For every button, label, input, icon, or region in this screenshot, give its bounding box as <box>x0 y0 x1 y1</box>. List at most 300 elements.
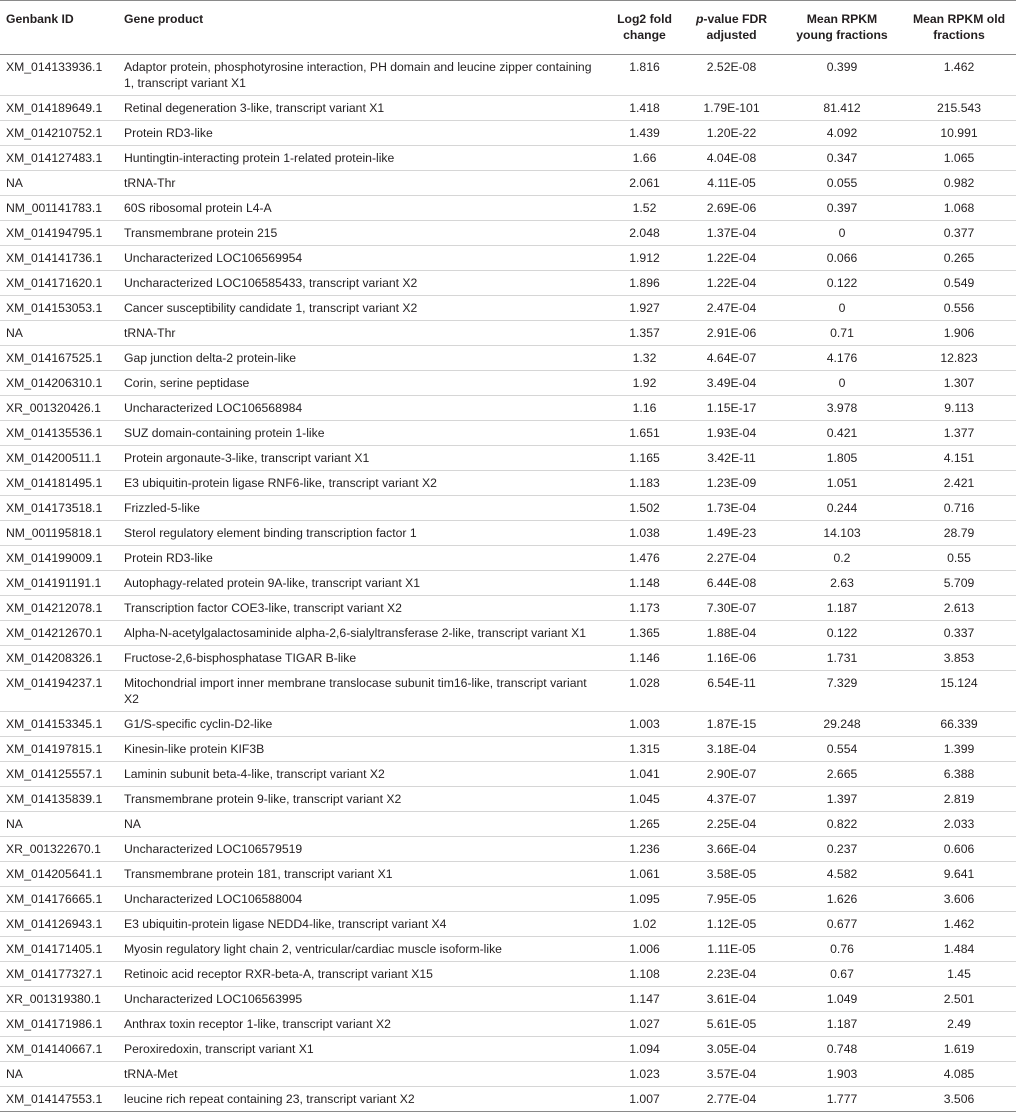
cell-gene-product: Uncharacterized LOC106568984 <box>124 401 303 415</box>
table-row <box>0 421 1016 446</box>
cell-log2-fold-change: 1.095 <box>629 892 660 906</box>
cell-pvalue-fdr: 4.11E-05 <box>707 176 756 190</box>
cell-gene-product: Retinal degeneration 3-like, transcript variant X1 <box>124 101 385 115</box>
cell-pvalue-fdr: 1.22E-04 <box>706 276 757 290</box>
cell-gene-product: SUZ domain-containing protein 1-like <box>124 426 325 440</box>
cell-genbank-id: XM_014212670.1 <box>6 626 103 640</box>
cell-mean-rpkm-old: 1.906 <box>943 326 975 340</box>
cell-log2-fold-change: 1.32 <box>632 351 657 365</box>
cell-mean-rpkm-young: 0.421 <box>826 426 858 440</box>
cell-mean-rpkm-old: 66.339 <box>940 717 978 731</box>
table-row <box>0 271 1016 296</box>
header-genbank-id: Genbank ID <box>6 12 74 26</box>
table-row <box>0 962 1016 987</box>
table-row <box>0 596 1016 621</box>
cell-pvalue-fdr: 6.44E-08 <box>706 576 757 590</box>
cell-gene-product: 60S ribosomal protein L4-A <box>124 201 272 215</box>
cell-gene-product: leucine rich repeat containing 23, transcript variant X2 <box>124 1092 415 1106</box>
cell-mean-rpkm-old: 0.377 <box>943 226 975 240</box>
cell-gene-product: Transmembrane protein 9-like, transcript variant X2 <box>124 792 402 806</box>
cell-mean-rpkm-young: 0.347 <box>826 151 858 165</box>
cell-mean-rpkm-old: 1.065 <box>943 151 975 165</box>
cell-pvalue-fdr: 4.04E-08 <box>706 151 757 165</box>
cell-gene-product: E3 ubiquitin-protein ligase RNF6-like, transcript variant X2 <box>124 476 437 490</box>
cell-mean-rpkm-old: 0.982 <box>943 176 975 190</box>
table-row <box>0 862 1016 887</box>
cell-gene-product: E3 ubiquitin-protein ligase NEDD4-like, transcript variant X4 <box>124 917 447 931</box>
cell-gene-product: tRNA-Met <box>124 1067 178 1081</box>
cell-genbank-id: NA <box>6 1067 23 1081</box>
cell-mean-rpkm-old: 2.613 <box>943 601 975 615</box>
cell-log2-fold-change: 1.236 <box>629 842 660 856</box>
cell-log2-fold-change: 1.165 <box>629 451 660 465</box>
table-row <box>0 1012 1016 1037</box>
cell-genbank-id: NM_001195818.1 <box>6 526 102 540</box>
table-row <box>0 937 1016 962</box>
table-row <box>0 621 1016 646</box>
table-row <box>0 737 1016 762</box>
cell-genbank-id: XM_014126943.1 <box>6 917 103 931</box>
cell-genbank-id: XM_014125557.1 <box>6 767 103 781</box>
cell-mean-rpkm-young: 1.731 <box>826 651 858 665</box>
cell-genbank-id: XM_014135839.1 <box>6 792 103 806</box>
cell-genbank-id: NA <box>6 326 23 340</box>
cell-mean-rpkm-young: 1.777 <box>826 1092 858 1106</box>
table-row <box>0 1062 1016 1087</box>
cell-log2-fold-change: 1.896 <box>629 276 660 290</box>
cell-pvalue-fdr: 1.12E-05 <box>706 917 757 931</box>
cell-mean-rpkm-old: 10.991 <box>940 126 978 140</box>
header-pvalue-italic: p <box>695 12 704 26</box>
cell-gene-product: Transcription factor COE3-like, transcript variant X2 <box>124 601 402 615</box>
cell-gene-product: Mitochondrial import inner membrane translocase subunit tim16-like, transcript variant X2 <box>124 676 587 706</box>
cell-genbank-id: XM_014177327.1 <box>6 967 103 981</box>
cell-gene-product: tRNA-Thr <box>124 326 176 340</box>
cell-genbank-id: NM_001141783.1 <box>6 201 102 215</box>
cell-mean-rpkm-young: 0.67 <box>830 967 854 981</box>
cell-mean-rpkm-young: 0.71 <box>830 326 854 340</box>
cell-mean-rpkm-old: 3.606 <box>943 892 975 906</box>
cell-log2-fold-change: 1.027 <box>629 1017 660 1031</box>
cell-gene-product: Autophagy-related protein 9A-like, transcript variant X1 <box>124 576 421 590</box>
cell-log2-fold-change: 1.061 <box>629 867 660 881</box>
cell-genbank-id: XM_014127483.1 <box>6 151 103 165</box>
cell-mean-rpkm-young: 0.055 <box>826 176 858 190</box>
cell-mean-rpkm-young: 0.066 <box>826 251 858 265</box>
cell-genbank-id: XM_014194237.1 <box>6 676 103 690</box>
cell-gene-product: Anthrax toxin receptor 1-like, transcript variant X2 <box>124 1017 391 1031</box>
cell-gene-product: Uncharacterized LOC106569954 <box>124 251 303 265</box>
table-row <box>0 812 1016 837</box>
table-header <box>0 1 1016 55</box>
cell-genbank-id: XM_014197815.1 <box>6 742 103 756</box>
header-log2-line2: change <box>623 28 666 42</box>
table-row <box>0 396 1016 421</box>
cell-log2-fold-change: 1.028 <box>629 676 660 690</box>
cell-pvalue-fdr: 3.57E-04 <box>706 1067 757 1081</box>
cell-gene-product: Protein RD3-like <box>124 551 213 565</box>
cell-gene-product: Gap junction delta-2 protein-like <box>124 351 297 365</box>
cell-mean-rpkm-old: 215.543 <box>936 101 982 115</box>
cell-pvalue-fdr: 3.61E-04 <box>706 992 757 1006</box>
cell-genbank-id: XM_014212078.1 <box>6 601 103 615</box>
table-row <box>0 121 1016 146</box>
table-row <box>0 221 1016 246</box>
cell-pvalue-fdr: 2.52E-08 <box>706 60 757 74</box>
cell-pvalue-fdr: 3.58E-05 <box>706 867 757 881</box>
cell-pvalue-fdr: 2.23E-04 <box>706 967 757 981</box>
cell-pvalue-fdr: 2.69E-06 <box>706 201 757 215</box>
cell-pvalue-fdr: 3.18E-04 <box>706 742 757 756</box>
cell-pvalue-fdr: 7.30E-07 <box>706 601 757 615</box>
cell-mean-rpkm-old: 2.819 <box>943 792 975 806</box>
cell-gene-product: Protein RD3-like <box>124 126 213 140</box>
cell-pvalue-fdr: 1.87E-15 <box>706 717 757 731</box>
cell-log2-fold-change: 1.502 <box>629 501 660 515</box>
cell-gene-product: Myosin regulatory light chain 2, ventricular/cardiac muscle isoform-like <box>124 942 502 956</box>
cell-pvalue-fdr: 1.88E-04 <box>706 626 757 640</box>
cell-mean-rpkm-old: 0.337 <box>943 626 975 640</box>
cell-log2-fold-change: 1.439 <box>629 126 660 140</box>
cell-genbank-id: NA <box>6 817 23 831</box>
cell-pvalue-fdr: 3.42E-11 <box>707 451 756 465</box>
cell-log2-fold-change: 1.357 <box>629 326 660 340</box>
header-young-line2: young fractions <box>796 28 888 42</box>
cell-mean-rpkm-young: 0.748 <box>826 1042 858 1056</box>
cell-log2-fold-change: 1.183 <box>629 476 660 490</box>
cell-genbank-id: XM_014210752.1 <box>6 126 103 140</box>
cell-genbank-id: XM_014140667.1 <box>6 1042 103 1056</box>
cell-mean-rpkm-old: 0.716 <box>943 501 975 515</box>
cell-genbank-id: XM_014194795.1 <box>6 226 103 240</box>
cell-log2-fold-change: 1.041 <box>629 767 660 781</box>
cell-mean-rpkm-old: 28.79 <box>943 526 975 540</box>
cell-pvalue-fdr: 6.54E-11 <box>707 676 756 690</box>
cell-mean-rpkm-old: 2.501 <box>943 992 975 1006</box>
table-row <box>0 521 1016 546</box>
cell-log2-fold-change: 1.651 <box>629 426 660 440</box>
cell-genbank-id: XM_014135536.1 <box>6 426 103 440</box>
cell-mean-rpkm-young: 7.329 <box>826 676 858 690</box>
table-row <box>0 55 1016 96</box>
cell-log2-fold-change: 1.006 <box>629 942 660 956</box>
cell-mean-rpkm-young: 1.397 <box>826 792 858 806</box>
cell-pvalue-fdr: 2.47E-04 <box>706 301 757 315</box>
table-row <box>0 296 1016 321</box>
cell-mean-rpkm-young: 0.822 <box>826 817 858 831</box>
cell-mean-rpkm-young: 0.2 <box>833 551 851 565</box>
cell-log2-fold-change: 1.146 <box>629 651 660 665</box>
cell-gene-product: Uncharacterized LOC106588004 <box>124 892 303 906</box>
header-old-line1: Mean RPKM old <box>912 12 1006 26</box>
cell-gene-product: tRNA-Thr <box>124 176 176 190</box>
table-row <box>0 96 1016 121</box>
cell-mean-rpkm-old: 0.556 <box>943 301 975 315</box>
header-old-line2: fractions <box>933 28 985 42</box>
cell-mean-rpkm-young: 0.244 <box>826 501 858 515</box>
cell-mean-rpkm-young: 0.554 <box>826 742 858 756</box>
cell-pvalue-fdr: 1.20E-22 <box>706 126 757 140</box>
cell-gene-product: Transmembrane protein 181, transcript variant X1 <box>124 867 393 881</box>
cell-log2-fold-change: 1.265 <box>629 817 660 831</box>
cell-pvalue-fdr: 1.11E-05 <box>707 942 756 956</box>
cell-genbank-id: XR_001319380.1 <box>6 992 101 1006</box>
cell-pvalue-fdr: 2.27E-04 <box>706 551 757 565</box>
cell-mean-rpkm-young: 4.092 <box>826 126 858 140</box>
cell-mean-rpkm-young: 0.76 <box>830 942 854 956</box>
cell-gene-product: Huntingtin-interacting protein 1-related protein-like <box>124 151 395 165</box>
cell-mean-rpkm-old: 0.265 <box>943 251 975 265</box>
table-row <box>0 646 1016 671</box>
cell-pvalue-fdr: 1.16E-06 <box>706 651 757 665</box>
header-pvalue-line2: adjusted <box>706 28 757 42</box>
cell-gene-product: NA <box>124 817 141 831</box>
cell-gene-product: Corin, serine peptidase <box>124 376 250 390</box>
table-row <box>0 887 1016 912</box>
cell-mean-rpkm-young: 1.051 <box>826 476 858 490</box>
cell-mean-rpkm-young: 0.397 <box>826 201 858 215</box>
cell-log2-fold-change: 1.66 <box>632 151 657 165</box>
cell-mean-rpkm-old: 1.462 <box>943 917 975 931</box>
cell-mean-rpkm-old: 5.709 <box>943 576 975 590</box>
cell-gene-product: Frizzled-5-like <box>124 501 200 515</box>
table-row <box>0 371 1016 396</box>
cell-mean-rpkm-old: 1.45 <box>947 967 971 981</box>
cell-gene-product: Sterol regulatory element binding transcription factor 1 <box>124 526 417 540</box>
cell-mean-rpkm-old: 3.506 <box>943 1092 975 1106</box>
cell-gene-product: Adaptor protein, phosphotyrosine interaction, PH domain and leucine zipper containing 1, transcript variant X1 <box>124 60 592 90</box>
cell-log2-fold-change: 1.003 <box>629 717 660 731</box>
cell-log2-fold-change: 1.038 <box>629 526 660 540</box>
cell-mean-rpkm-young: 1.187 <box>826 601 858 615</box>
cell-mean-rpkm-old: 1.068 <box>943 201 975 215</box>
cell-pvalue-fdr: 1.93E-04 <box>706 426 757 440</box>
cell-mean-rpkm-old: 12.823 <box>940 351 978 365</box>
cell-genbank-id: XM_014133936.1 <box>6 60 103 74</box>
cell-mean-rpkm-old: 0.606 <box>943 842 975 856</box>
cell-log2-fold-change: 2.061 <box>629 176 660 190</box>
cell-mean-rpkm-old: 1.484 <box>943 942 975 956</box>
cell-pvalue-fdr: 1.23E-09 <box>706 476 757 490</box>
cell-pvalue-fdr: 3.49E-04 <box>706 376 757 390</box>
cell-mean-rpkm-young: 14.103 <box>823 526 861 540</box>
cell-log2-fold-change: 1.418 <box>629 101 660 115</box>
cell-gene-product: G1/S-specific cyclin-D2-like <box>124 717 273 731</box>
cell-log2-fold-change: 1.912 <box>629 251 660 265</box>
cell-pvalue-fdr: 1.49E-23 <box>706 526 757 540</box>
cell-mean-rpkm-young: 3.978 <box>826 401 858 415</box>
header-young-line1: Mean RPKM <box>806 12 878 26</box>
cell-mean-rpkm-young: 81.412 <box>823 101 861 115</box>
table-row <box>0 912 1016 937</box>
table-row <box>0 471 1016 496</box>
cell-genbank-id: XM_014206310.1 <box>6 376 103 390</box>
cell-mean-rpkm-young: 0.122 <box>826 626 858 640</box>
cell-gene-product: Retinoic acid receptor RXR-beta-A, transcript variant X15 <box>124 967 433 981</box>
table-row <box>0 146 1016 171</box>
table-row <box>0 1037 1016 1062</box>
header-row <box>0 1 1016 55</box>
cell-mean-rpkm-young: 0.122 <box>826 276 858 290</box>
table-row <box>0 196 1016 221</box>
cell-genbank-id: XM_014173518.1 <box>6 501 103 515</box>
cell-mean-rpkm-old: 0.55 <box>947 551 971 565</box>
cell-mean-rpkm-old: 3.853 <box>943 651 975 665</box>
cell-mean-rpkm-young: 4.176 <box>826 351 858 365</box>
table-row <box>0 1087 1016 1112</box>
cell-log2-fold-change: 1.816 <box>629 60 660 74</box>
cell-log2-fold-change: 1.927 <box>629 301 660 315</box>
cell-mean-rpkm-young: 2.665 <box>826 767 858 781</box>
cell-pvalue-fdr: 7.95E-05 <box>706 892 757 906</box>
cell-log2-fold-change: 1.315 <box>629 742 660 756</box>
cell-mean-rpkm-old: 15.124 <box>940 676 978 690</box>
cell-pvalue-fdr: 4.37E-07 <box>706 792 757 806</box>
table-row <box>0 762 1016 787</box>
table-row <box>0 171 1016 196</box>
header-mean-rpkm-young <box>782 1 902 55</box>
cell-genbank-id: XM_014141736.1 <box>6 251 103 265</box>
table-row <box>0 671 1016 712</box>
cell-gene-product: Uncharacterized LOC106579519 <box>124 842 303 856</box>
cell-pvalue-fdr: 1.79E-101 <box>703 101 760 115</box>
header-pvalue-rest: -value FDR <box>703 12 768 26</box>
header-gene-product: Gene product <box>124 12 204 26</box>
cell-log2-fold-change: 1.007 <box>629 1092 660 1106</box>
cell-mean-rpkm-old: 1.462 <box>943 60 975 74</box>
cell-log2-fold-change: 1.045 <box>629 792 660 806</box>
cell-mean-rpkm-young: 2.63 <box>830 576 854 590</box>
cell-log2-fold-change: 1.173 <box>629 601 660 615</box>
header-mean-rpkm-old <box>902 1 1016 55</box>
cell-pvalue-fdr: 4.64E-07 <box>706 351 757 365</box>
cell-gene-product: Cancer susceptibility candidate 1, transcript variant X2 <box>124 301 418 315</box>
cell-log2-fold-change: 1.148 <box>629 576 660 590</box>
cell-genbank-id: XM_014191191.1 <box>6 576 102 590</box>
cell-mean-rpkm-young: 4.582 <box>826 867 858 881</box>
cell-genbank-id: XM_014153053.1 <box>6 301 103 315</box>
table-row <box>0 546 1016 571</box>
cell-genbank-id: XR_001322670.1 <box>6 842 101 856</box>
cell-mean-rpkm-young: 0.399 <box>826 60 858 74</box>
cell-gene-product: Uncharacterized LOC106585433, transcript variant X2 <box>124 276 418 290</box>
cell-mean-rpkm-old: 1.399 <box>943 742 975 756</box>
cell-genbank-id: XM_014176665.1 <box>6 892 103 906</box>
cell-mean-rpkm-young: 0.237 <box>826 842 858 856</box>
header-log2-fold-change <box>608 1 681 55</box>
table-row <box>0 246 1016 271</box>
cell-pvalue-fdr: 1.15E-17 <box>706 401 757 415</box>
cell-pvalue-fdr: 2.77E-04 <box>706 1092 757 1106</box>
table-row <box>0 712 1016 737</box>
cell-mean-rpkm-young: 0 <box>838 226 846 240</box>
table-row <box>0 496 1016 521</box>
cell-gene-product: Peroxiredoxin, transcript variant X1 <box>124 1042 314 1056</box>
cell-pvalue-fdr: 1.73E-04 <box>706 501 757 515</box>
cell-gene-product: Laminin subunit beta-4-like, transcript variant X2 <box>124 767 385 781</box>
cell-genbank-id: XM_014189649.1 <box>6 101 103 115</box>
cell-pvalue-fdr: 3.05E-04 <box>706 1042 757 1056</box>
cell-mean-rpkm-young: 0 <box>838 301 846 315</box>
cell-genbank-id: XM_014167525.1 <box>6 351 103 365</box>
cell-genbank-id: XM_014171986.1 <box>6 1017 103 1031</box>
cell-log2-fold-change: 1.108 <box>629 967 660 981</box>
cell-genbank-id: NA <box>6 176 23 190</box>
cell-gene-product: Uncharacterized LOC106563995 <box>124 992 303 1006</box>
cell-pvalue-fdr: 1.37E-04 <box>706 226 757 240</box>
cell-mean-rpkm-old: 9.113 <box>944 401 974 415</box>
cell-genbank-id: XM_014181495.1 <box>6 476 103 490</box>
cell-log2-fold-change: 1.023 <box>629 1067 660 1081</box>
cell-genbank-id: XM_014205641.1 <box>6 867 103 881</box>
table-row <box>0 446 1016 471</box>
cell-gene-product: Alpha-N-acetylgalactosaminide alpha-2,6-sialyltransferase 2-like, transcript variant X1 <box>124 626 586 640</box>
cell-pvalue-fdr: 1.22E-04 <box>706 251 757 265</box>
cell-mean-rpkm-old: 2.49 <box>947 1017 971 1031</box>
cell-log2-fold-change: 2.048 <box>629 226 660 240</box>
cell-gene-product: Transmembrane protein 215 <box>124 226 278 240</box>
cell-log2-fold-change: 1.92 <box>632 376 657 390</box>
cell-log2-fold-change: 1.02 <box>632 917 657 931</box>
cell-log2-fold-change: 1.52 <box>632 201 657 215</box>
cell-pvalue-fdr: 2.90E-07 <box>706 767 757 781</box>
cell-mean-rpkm-young: 1.626 <box>826 892 858 906</box>
cell-pvalue-fdr: 3.66E-04 <box>706 842 757 856</box>
table-row <box>0 787 1016 812</box>
cell-genbank-id: XM_014199009.1 <box>6 551 103 565</box>
cell-gene-product: Kinesin-like protein KIF3B <box>124 742 265 756</box>
cell-mean-rpkm-old: 1.377 <box>943 426 975 440</box>
cell-mean-rpkm-young: 1.049 <box>826 992 858 1006</box>
cell-mean-rpkm-young: 0.677 <box>826 917 858 931</box>
cell-log2-fold-change: 1.476 <box>629 551 660 565</box>
cell-genbank-id: XM_014171405.1 <box>6 942 103 956</box>
cell-mean-rpkm-young: 1.805 <box>826 451 858 465</box>
cell-log2-fold-change: 1.16 <box>632 401 657 415</box>
cell-mean-rpkm-young: 0 <box>838 376 846 390</box>
cell-mean-rpkm-old: 9.641 <box>943 867 975 881</box>
table-row <box>0 987 1016 1012</box>
cell-mean-rpkm-old: 2.421 <box>943 476 975 490</box>
cell-mean-rpkm-young: 29.248 <box>823 717 861 731</box>
cell-genbank-id: XR_001320426.1 <box>6 401 101 415</box>
cell-genbank-id: XM_014200511.1 <box>6 451 102 465</box>
header-log2-line1: Log2 fold <box>617 12 672 26</box>
cell-mean-rpkm-old: 6.388 <box>943 767 975 781</box>
cell-log2-fold-change: 1.147 <box>629 992 660 1006</box>
cell-mean-rpkm-old: 4.151 <box>943 451 975 465</box>
cell-mean-rpkm-old: 0.549 <box>943 276 975 290</box>
cell-mean-rpkm-old: 4.085 <box>943 1067 975 1081</box>
cell-log2-fold-change: 1.094 <box>629 1042 660 1056</box>
table-row <box>0 837 1016 862</box>
cell-mean-rpkm-old: 1.619 <box>943 1042 975 1056</box>
cell-genbank-id: XM_014147553.1 <box>6 1092 103 1106</box>
header-pvalue-fdr <box>681 1 782 55</box>
cell-mean-rpkm-old: 2.033 <box>943 817 975 831</box>
cell-pvalue-fdr: 2.91E-06 <box>706 326 757 340</box>
cell-genbank-id: XM_014153345.1 <box>6 717 103 731</box>
cell-pvalue-fdr: 5.61E-05 <box>706 1017 757 1031</box>
cell-genbank-id: XM_014171620.1 <box>6 276 103 290</box>
cell-gene-product: Protein argonaute-3-like, transcript variant X1 <box>124 451 370 465</box>
cell-log2-fold-change: 1.365 <box>629 626 660 640</box>
table-row <box>0 571 1016 596</box>
cell-gene-product: Fructose-2,6-bisphosphatase TIGAR B-like <box>124 651 357 665</box>
cell-genbank-id: XM_014208326.1 <box>6 651 103 665</box>
cell-mean-rpkm-young: 1.903 <box>826 1067 858 1081</box>
table-row <box>0 321 1016 346</box>
